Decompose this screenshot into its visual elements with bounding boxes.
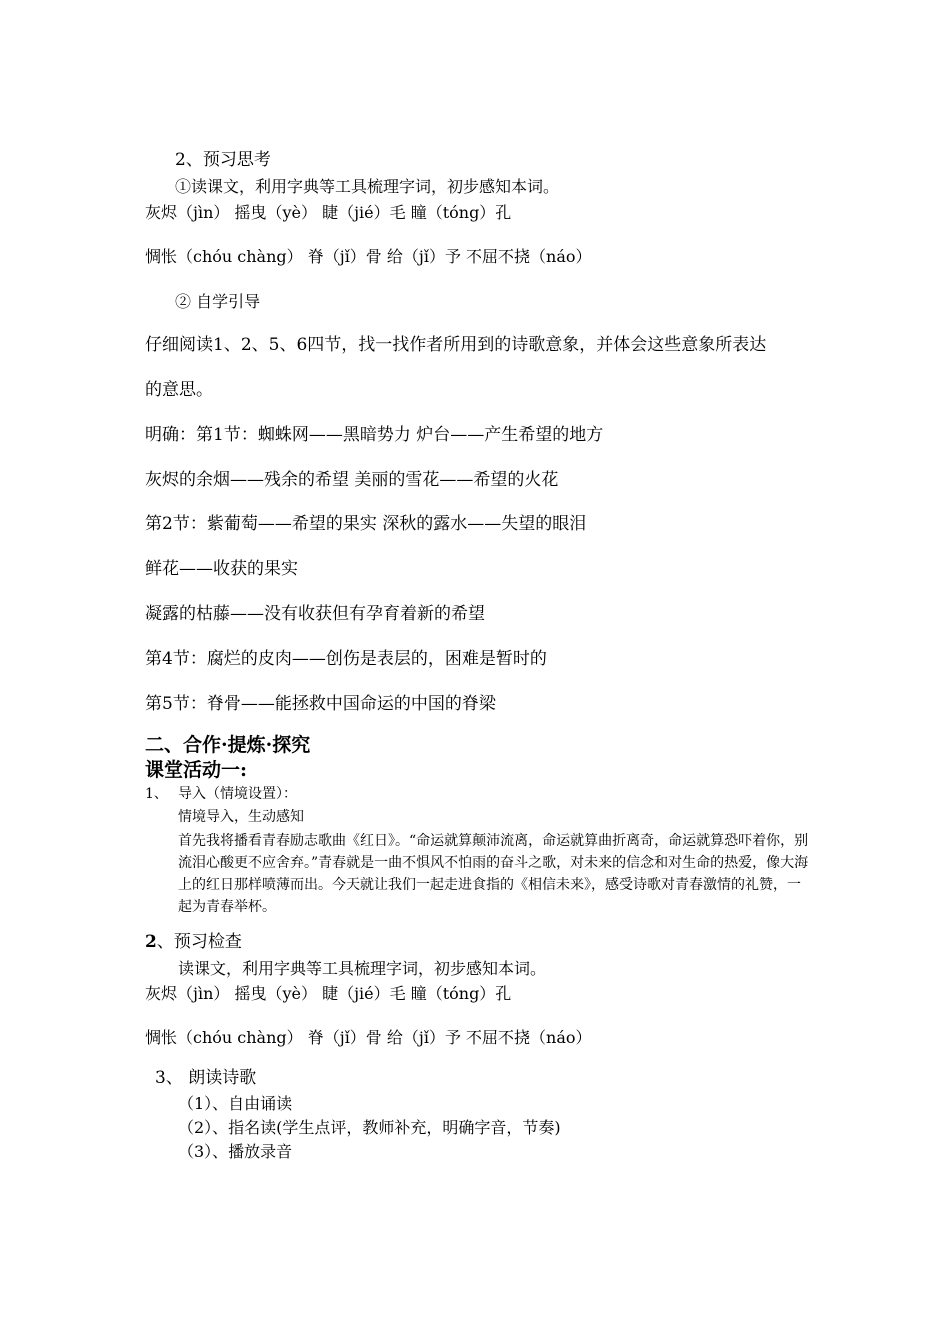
preview-subitem-1: ①读课文，利用字典等工具梳理字词，初步感知本词。 <box>175 177 560 196</box>
reading-step: （3）、播放录音 <box>178 1142 293 1161</box>
list-item-3: 3、 朗读诗歌 <box>155 1068 257 1088</box>
answer-line: 灰烬的余烟——残余的希望 美丽的雪花——希望的火花 <box>145 470 559 490</box>
section-heading-preview: 2、预习思考 <box>175 150 271 170</box>
vocab-line-2: 惆怅（chóu chàng） 脊（jǐ）骨 给（jǐ）予 不屈不挠（náo） <box>145 247 592 266</box>
list-number: 1、 <box>145 786 168 802</box>
answer-line: 第2节：紫葡萄——希望的果实 深秋的露水——失望的眼泪 <box>145 514 587 534</box>
vocab-line-2: 惆怅（chóu chàng） 脊（jǐ）骨 给（jǐ）予 不屈不挠（náo） <box>145 1028 592 1047</box>
guide-text-line-1: 仔细阅读1、2、5、6四节，找一找作者所用到的诗歌意象，并体会这些意象所表达 <box>145 335 767 355</box>
answer-line: 第5节：脊骨——能拯救中国命运的中国的脊梁 <box>145 694 496 714</box>
answer-line: 明确：第1节：蜘蛛网——黑暗势力 炉台——产生希望的地方 <box>145 425 604 445</box>
list-number: 2 <box>145 932 157 952</box>
check-subtext: 读课文，利用字典等工具梳理字词，初步感知本词。 <box>178 959 547 978</box>
vocab-line-1: 灰烬（jìn） 摇曳（yè） 睫（jié）毛 瞳（tóng）孔 <box>145 203 512 222</box>
answer-line: 鲜花——收获的果实 <box>145 559 298 579</box>
intro-label: 导入（情境设置）： <box>178 786 297 802</box>
activity-title: 课堂活动一: <box>145 759 248 781</box>
section-title: 二、合作·提炼·探究 <box>145 734 311 756</box>
intro-sub: 情境导入，生动感知 <box>178 809 304 825</box>
answer-line: 凝露的枯藤——没有收获但有孕育着新的希望 <box>145 604 485 624</box>
vocab-line-1: 灰烬（jìn） 摇曳（yè） 睫（jié）毛 瞳（tóng）孔 <box>145 984 512 1003</box>
answer-line: 第4节：腐烂的皮肉——创伤是表层的，困难是暂时的 <box>145 649 547 669</box>
list-item-2 <box>145 932 242 952</box>
reading-step: （1）、自由诵读 <box>178 1094 293 1113</box>
intro-paragraph: 首先我将播看青春励志歌曲《红日》。“命运就算颠沛流离，命运就算曲折离奇，命运就算恐吓着你，别流泪心酸更不应舍弃。”青春就是一曲不惧风不怕雨的奋斗之歌，对未来的信念和对生命的热爱，像大海上的红日那样喷薄而出。今天就让我们一起走进食指的《相信未来》，感受诗歌对青春激情的礼赞，一起为青春举杯。 <box>178 833 809 915</box>
preview-subitem-2: ② 自学引导 <box>175 292 261 311</box>
guide-text-line-2: 的意思。 <box>145 380 213 400</box>
reading-step: （2）、指名读(学生点评，教师补充，明确字音，节奏) <box>178 1118 561 1137</box>
list-label: 、预习检查 <box>156 932 242 952</box>
